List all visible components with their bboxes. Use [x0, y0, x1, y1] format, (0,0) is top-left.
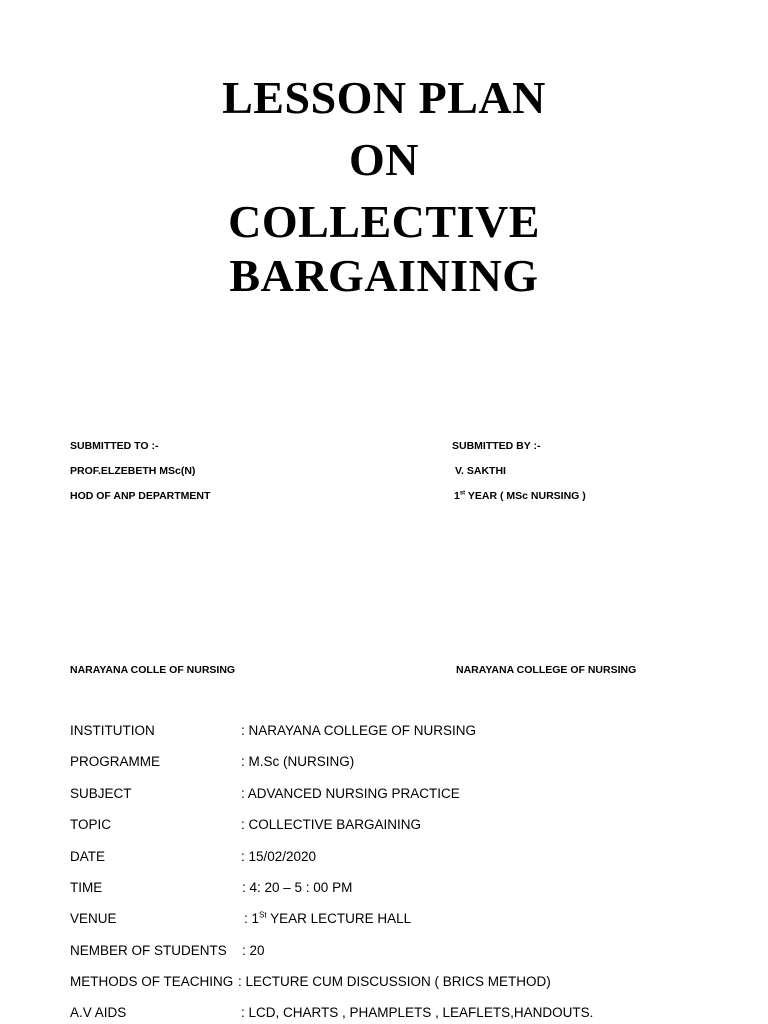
- detail-label: METHODS OF TEACHING: [70, 974, 234, 989]
- detail-label: TIME: [70, 880, 103, 895]
- detail-value: : M.Sc (NURSING): [241, 754, 355, 769]
- detail-value: : COLLECTIVE BARGAINING: [241, 817, 422, 832]
- detail-value: : LECTURE CUM DISCUSSION ( BRICS METHOD): [238, 974, 551, 989]
- detail-label: DATE: [70, 849, 106, 864]
- submitted-by-year-num: 1: [454, 490, 460, 502]
- venue-value-post: YEAR LECTURE HALL: [266, 911, 412, 926]
- submitted-to-label: SUBMITTED TO :-: [70, 440, 159, 452]
- title-line-1: LESSON PLAN: [222, 72, 546, 123]
- detail-value: : NARAYANA COLLEGE OF NURSING: [241, 723, 477, 738]
- venue-value-sup: St: [259, 910, 267, 920]
- detail-label: VENUE: [70, 911, 117, 926]
- detail-value: : 4: 20 – 5 : 00 PM: [242, 880, 353, 895]
- detail-label: PROGRAMME: [70, 754, 161, 769]
- submitted-by-name: V. SAKTHI: [455, 465, 506, 477]
- detail-label: TOPIC: [70, 817, 112, 832]
- detail-value: : ADVANCED NURSING PRACTICE: [241, 786, 460, 801]
- title-line-2: ON: [349, 134, 419, 185]
- submitted-by-year-rest: YEAR ( MSc NURSING ): [465, 490, 586, 502]
- detail-value: [244, 910, 411, 928]
- detail-value: : 15/02/2020: [241, 849, 317, 864]
- detail-label: INSTITUTION: [70, 723, 155, 738]
- detail-label: SUBJECT: [70, 786, 132, 801]
- venue-value-pre: : 1: [244, 911, 260, 926]
- detail-label: A.V AIDS: [70, 1005, 127, 1020]
- submitted-by-college: NARAYANA COLLEGE OF NURSING: [456, 664, 637, 676]
- submitted-to-name: PROF.ELZEBETH MSc(N): [70, 465, 196, 477]
- submitted-to-designation: HOD OF ANP DEPARTMENT: [70, 490, 211, 502]
- detail-value: : LCD, CHARTS , PHAMPLETS , LEAFLETS,HANDOUTS.: [241, 1005, 594, 1020]
- detail-value: : 20: [242, 943, 265, 958]
- submitted-by-year: [454, 489, 586, 503]
- submitted-by-label: SUBMITTED BY :-: [452, 440, 541, 452]
- submitted-by-year-sup: st: [459, 490, 466, 497]
- title-line-3: COLLECTIVE: [228, 196, 540, 247]
- detail-label: NEMBER OF STUDENTS: [70, 943, 227, 958]
- title-line-4: BARGAINING: [229, 250, 539, 301]
- submitted-to-college: NARAYANA COLLE OF NURSING: [70, 664, 236, 676]
